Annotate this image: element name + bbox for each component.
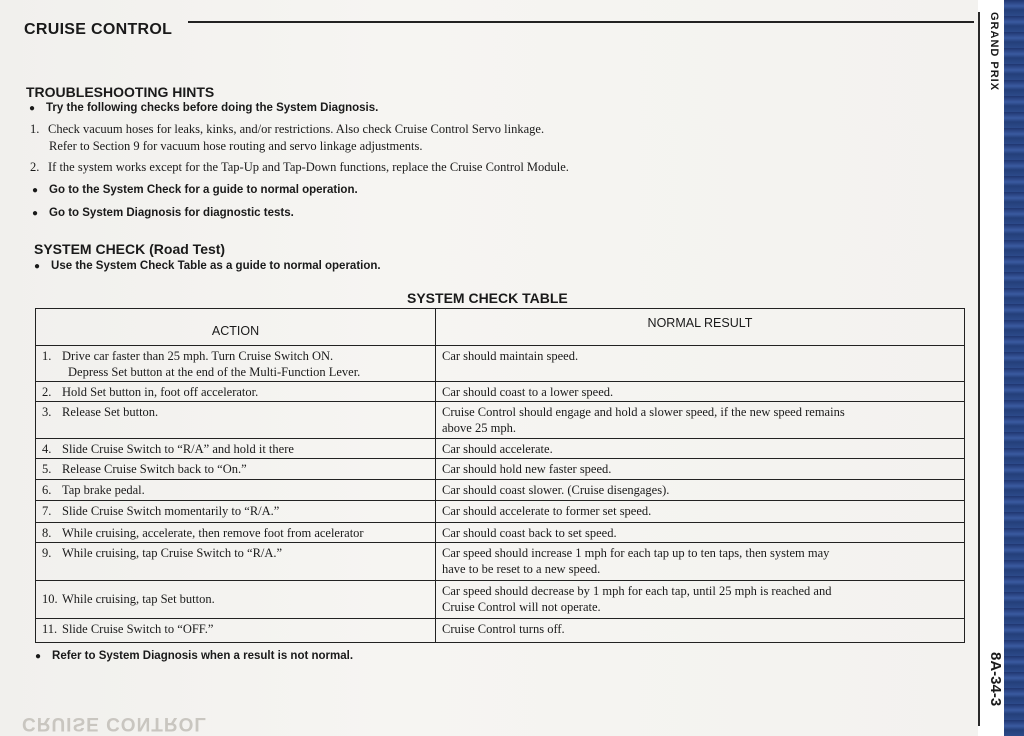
system-check-table [35, 308, 965, 643]
hint-step-1-number: 1. [30, 122, 40, 136]
row-number: 8. [42, 526, 52, 540]
result-cell [436, 402, 965, 439]
result-cell [436, 543, 965, 581]
hint-step-1-line1: Check vacuum hoses for leaks, kinks, and/or restrictions. Also check Cruise Control Servo linkage. [48, 122, 545, 136]
hint-step-2 [30, 159, 569, 176]
action-text: Slide Cruise Switch momentarily to “R/A.” [62, 504, 280, 518]
mirrored-show-through-title: CRUISE CONTROL [22, 713, 207, 734]
footer-note: ● Refer to System Diagnosis when a result is not normal. [35, 650, 353, 662]
result-cell [436, 523, 965, 543]
result-cell [436, 439, 965, 459]
action-cell [36, 619, 436, 643]
system-check-table-title: SYSTEM CHECK TABLE [407, 290, 568, 306]
bullet-system-check: ● Go to the System Check for a guide to normal operation. [32, 184, 358, 196]
result-cell [436, 382, 965, 402]
page-title: CRUISE CONTROL [24, 21, 173, 38]
action-cell [36, 480, 436, 501]
hint-step-1-line2: Refer to Section 9 for vacuum hose routing and servo linkage adjustments. [49, 139, 423, 153]
result-cell [436, 480, 965, 501]
hint-step-2-number: 2. [30, 160, 40, 174]
table-header-row [36, 309, 965, 346]
action-text: Hold Set button in, foot off accelerator. [62, 385, 259, 399]
action-cell [36, 523, 436, 543]
result-text: Car should coast back to set speed. [442, 526, 617, 540]
troubleshooting-heading: TROUBLESHOOTING HINTS [26, 84, 215, 100]
table-row [36, 619, 965, 643]
result-text-line2: have to be reset to a new speed. [442, 562, 601, 576]
action-text: Slide Cruise Switch to “OFF.” [62, 622, 214, 636]
troubleshooting-intro: ● Try the following checks before doing the System Diagnosis. [29, 102, 378, 114]
row-number: 4. [42, 442, 52, 456]
result-text: Car speed should increase 1 mph for each tap up to ten taps, then system may [442, 546, 830, 560]
table-row [36, 581, 965, 619]
action-cell [36, 543, 436, 581]
background-fabric [1004, 0, 1024, 736]
table-row [36, 439, 965, 459]
hint-step-1 [30, 121, 544, 155]
table-row [36, 402, 965, 439]
action-text: Release Set button. [62, 405, 159, 419]
result-cell [436, 501, 965, 523]
row-number: 10. [42, 592, 58, 606]
action-text: Drive car faster than 25 mph. Turn Cruise Switch ON. [62, 349, 334, 363]
table-row [36, 523, 965, 543]
result-text: Car should accelerate. [442, 442, 553, 456]
row-number: 6. [42, 483, 52, 497]
row-number: 1. [42, 349, 52, 363]
result-text-line2: Cruise Control will not operate. [442, 600, 601, 614]
result-cell [436, 459, 965, 480]
result-text: Cruise Control turns off. [442, 622, 565, 636]
table-row [36, 346, 965, 382]
action-text: Release Cruise Switch back to “On.” [62, 462, 247, 476]
action-cell [36, 439, 436, 459]
result-text: Car speed should decrease by 1 mph for each tap, until 25 mph is reached and [442, 584, 832, 598]
hint-step-2-text: If the system works except for the Tap-Up and Tap-Down functions, replace the Cruise Control Module. [48, 160, 569, 174]
table-row [36, 501, 965, 523]
row-number: 2. [42, 385, 52, 399]
table-row [36, 480, 965, 501]
row-number: 5. [42, 462, 52, 476]
action-cell [36, 382, 436, 402]
result-cell [436, 346, 965, 382]
action-text: Slide Cruise Switch to “R/A” and hold it there [62, 442, 294, 456]
page-edge-line [978, 12, 980, 726]
page-number: 8A-34-3 [987, 652, 1004, 707]
action-text-line2: Depress Set button at the end of the Multi-Function Lever. [68, 365, 361, 379]
action-text: While cruising, accelerate, then remove foot from acelerator [62, 526, 364, 540]
column-header-action: ACTION [36, 309, 436, 346]
action-cell [36, 581, 436, 619]
title-rule [188, 21, 974, 23]
action-text: Tap brake pedal. [62, 483, 145, 497]
result-text: Car should coast slower. (Cruise disengages). [442, 483, 670, 497]
table-row [36, 543, 965, 581]
table-row [36, 459, 965, 480]
action-cell [36, 459, 436, 480]
action-cell [36, 501, 436, 523]
result-text: Cruise Control should engage and hold a slower speed, if the new speed remains [442, 405, 845, 419]
row-number: 11. [42, 622, 58, 636]
result-text: Car should maintain speed. [442, 349, 579, 363]
action-cell [36, 402, 436, 439]
action-text: While cruising, tap Set button. [62, 592, 215, 606]
action-text: While cruising, tap Cruise Switch to “R/A.” [62, 546, 283, 560]
column-header-normal-result: NORMAL RESULT [436, 309, 965, 346]
system-check-heading: SYSTEM CHECK (Road Test) [34, 241, 226, 257]
result-text: Car should coast to a lower speed. [442, 385, 614, 399]
row-number: 7. [42, 504, 52, 518]
row-number: 9. [42, 546, 52, 560]
result-text-line2: above 25 mph. [442, 421, 516, 435]
table-row [36, 382, 965, 402]
system-check-bullet: ● Use the System Check Table as a guide to normal operation. [34, 260, 381, 272]
row-number: 3. [42, 405, 52, 419]
result-text: Car should accelerate to former set speed. [442, 504, 652, 518]
model-tab: GRAND PRIX [988, 12, 1000, 92]
bullet-system-diagnosis: ● Go to System Diagnosis for diagnostic tests. [32, 207, 294, 219]
result-cell [436, 619, 965, 643]
result-cell [436, 581, 965, 619]
result-text: Car should hold new faster speed. [442, 462, 612, 476]
action-cell [36, 346, 436, 382]
